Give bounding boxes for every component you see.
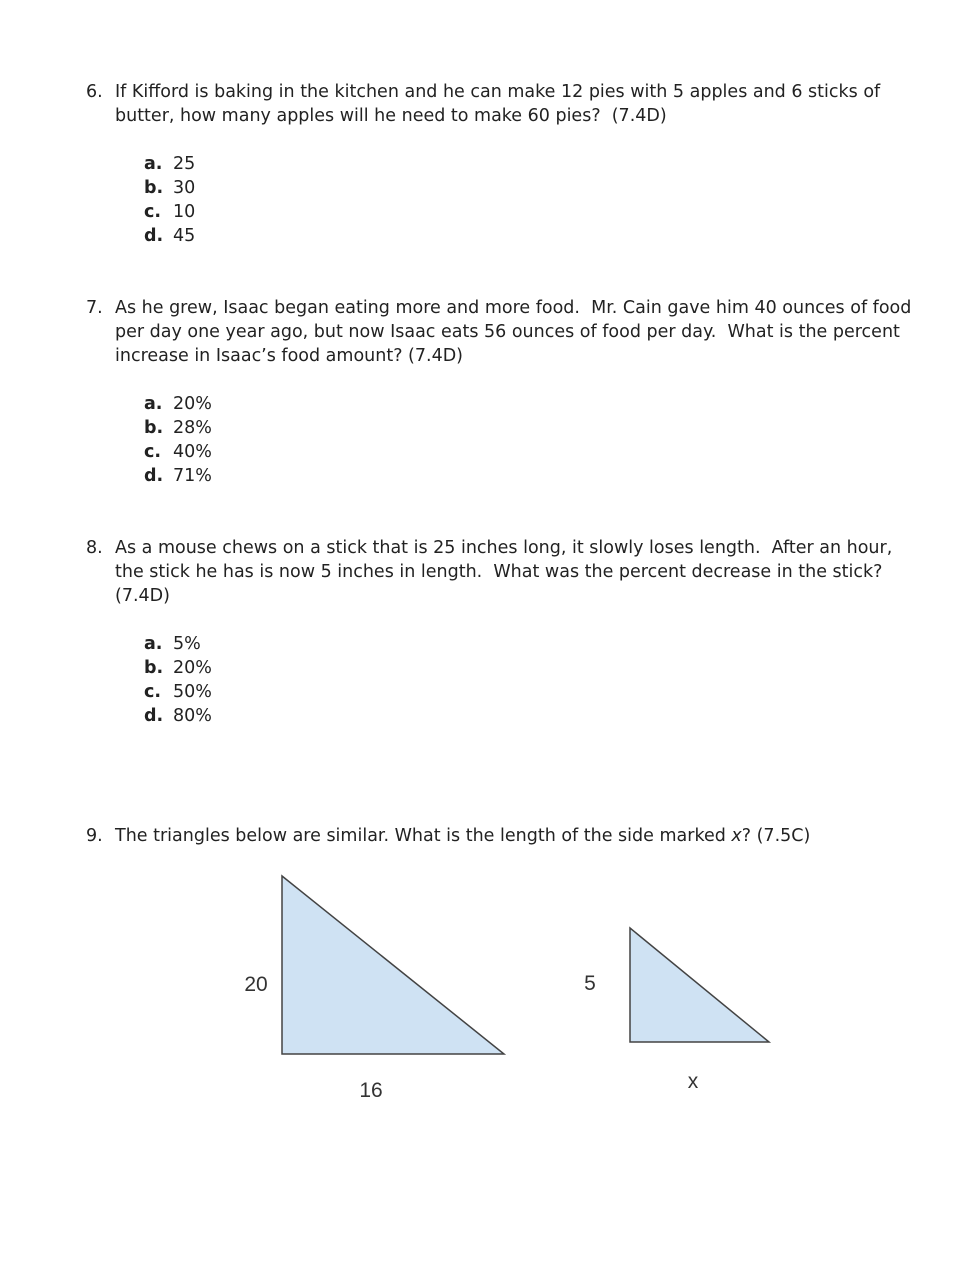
question-text: As a mouse chews on a stick that is 25 inches long, it slowly loses length. After an hour, the stick he has is now 5 inches in length. What was the percent decrease in the stick? (7.4D)	[115, 538, 898, 606]
choice-value: 71%	[173, 466, 212, 486]
question-number: 9.	[86, 826, 103, 846]
choice-value: 20%	[173, 394, 212, 414]
large-triangle	[282, 876, 504, 1054]
variable-x: x	[731, 826, 742, 846]
choice-letter: b.	[144, 658, 164, 678]
question-number: 6.	[86, 82, 103, 102]
choice-value: 10	[173, 202, 196, 222]
choice-letter: c.	[144, 682, 162, 702]
question-text-part: ? (7.5C)	[741, 826, 811, 846]
choice-letter: a.	[144, 634, 163, 654]
choice-letter: b.	[144, 178, 164, 198]
choice-value: 20%	[173, 658, 212, 678]
choice-letter: d.	[144, 226, 164, 246]
choice-value: 50%	[173, 682, 212, 702]
small-triangle-base-label: x	[687, 1070, 699, 1093]
question-number: 7.	[86, 298, 103, 318]
small-triangle	[630, 928, 769, 1042]
choice-letter: a.	[144, 394, 163, 414]
choice-letter: c.	[144, 202, 162, 222]
choice-letter: d.	[144, 466, 164, 486]
choice-letter: a.	[144, 154, 163, 174]
large-triangle-base-label: 16	[359, 1079, 383, 1102]
choice-letter: c.	[144, 442, 162, 462]
choice-letter: b.	[144, 418, 164, 438]
choice-value: 5%	[173, 634, 201, 654]
choice-value: 28%	[173, 418, 212, 438]
choice-value: 30	[173, 178, 196, 198]
choice-letter: d.	[144, 706, 164, 726]
large-triangle-height-label: 20	[244, 973, 268, 996]
question-text: As he grew, Isaac began eating more and more food. Mr. Cain gave him 40 ounces of food per day one year ago, but now Isaac eats 56 ounces of food per day. What is the percent increase in Isaac’s food amount? (7.4D)	[115, 298, 917, 366]
choice-value: 25	[173, 154, 196, 174]
choice-value: 45	[173, 226, 196, 246]
question-text: If Kifford is baking in the kitchen and he can make 12 pies with 5 apples and 6 sticks of butter, how many apples will he need to make 60 pies? (7.4D)	[115, 82, 886, 126]
choice-value: 80%	[173, 706, 212, 726]
question-number: 8.	[86, 538, 103, 558]
small-triangle-height-label: 5	[584, 972, 596, 995]
choice-value: 40%	[173, 442, 212, 462]
question-text-part: The triangles below are similar. What is the length of the side marked	[115, 826, 732, 846]
